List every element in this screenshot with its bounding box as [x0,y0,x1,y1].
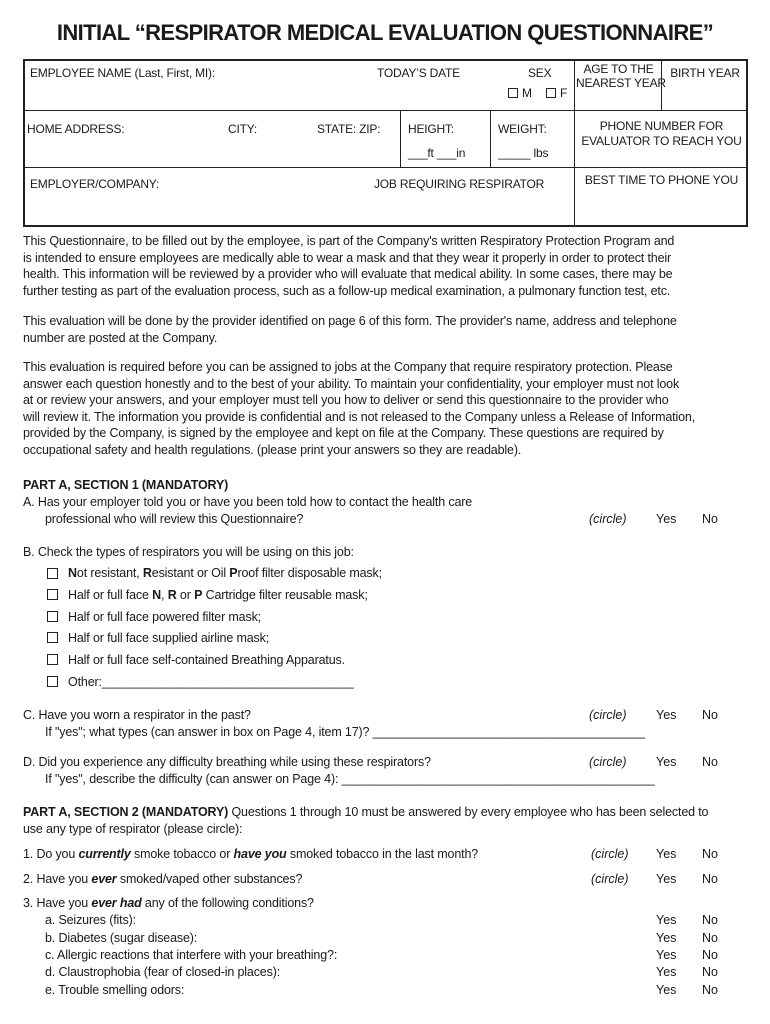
respirator-option-checkbox[interactable] [47,654,58,665]
circle-hint: (circle) [589,708,627,722]
no-option[interactable]: No [702,931,718,945]
respirator-option-checkbox[interactable] [47,568,58,579]
respirator-option-checkbox[interactable] [47,611,58,622]
no-option[interactable]: No [702,708,718,722]
text-line: This Questionnaire, to be filled out by the employee, is part of the Company's written Respiratory Protection Program and [23,234,675,248]
confidentiality-paragraph [23,359,747,459]
yes-option[interactable]: Yes [656,512,677,526]
condition-claustrophobia: d. Claustrophobia (fear of closed-in places): [45,965,281,979]
respirator-option-cartridge [68,588,368,602]
question-2 [23,872,302,886]
no-option[interactable]: No [702,755,718,769]
phone-label-line1: PHONE NUMBER FOR [599,119,724,133]
yes-option[interactable]: Yes [656,913,677,927]
text-run: ever had [91,896,142,910]
question-d-line2[interactable]: If "yes", describe the difficulty (can answer on Page 4): ______________________________________________ [45,772,655,786]
condition-allergic: c. Allergic reactions that interfere with your breathing?: [45,948,338,962]
text-run: esistant or Oil [151,566,230,580]
respirator-option-checkbox[interactable] [47,676,58,687]
height-field[interactable]: ___ft ___in [408,146,466,160]
city-field[interactable]: CITY: [228,122,258,136]
question-d-line1: D. Did you experience any difficulty breathing while using these respirators? [23,755,431,769]
text-line: at or review your answers, and your employer must tell you how to deliver or send this questionnaire to the provider who [23,393,669,408]
question-b: B. Check the types of respirators you will be using on this job: [23,545,354,559]
page-title: INITIAL “RESPIRATOR MEDICAL EVALUATION QUESTIONNAIRE” [56,20,714,45]
text-run: roof filter disposable mask; [237,566,382,580]
sex-f-option[interactable] [546,86,567,100]
yes-option[interactable]: Yes [656,872,677,886]
text-run: 2. Have you [23,872,92,886]
no-option[interactable]: No [702,872,718,886]
form-divider [23,167,574,168]
sex-f-label: F [560,86,568,100]
text-run: R [142,566,152,580]
sex-m-label: M [522,86,532,100]
form-border-left [23,59,25,227]
form-divider [574,167,748,168]
height-label: HEIGHT: [408,122,454,136]
provider-paragraph [23,313,747,346]
text-run: P [229,566,238,580]
yes-option[interactable]: Yes [656,755,677,769]
section2-heading [23,805,708,819]
respirator-option-checkbox[interactable] [47,632,58,643]
home-address-field[interactable]: HOME ADDRESS: [27,122,125,136]
text-run: 1. Do you [23,847,79,861]
text-run: N [68,566,77,580]
todays-date-field[interactable]: TODAY’S DATE [377,66,460,80]
text-run: R [167,588,177,602]
yes-option[interactable]: Yes [656,965,677,979]
sex-label: SEX [528,66,552,80]
yes-option[interactable]: Yes [656,847,677,861]
no-option[interactable]: No [702,948,718,962]
text-run: ever [91,872,117,886]
phone-label-line2: EVALUATOR TO REACH YOU [581,134,742,148]
text-run: have you [233,847,287,861]
text-run: 3. Have you [23,896,92,910]
age-field[interactable] [576,62,666,90]
form-divider [490,110,491,167]
circle-hint: (circle) [589,512,627,526]
text-line: This evaluation is required before you can be assigned to jobs at the Company that require respiratory protection. Please [23,360,673,374]
respirator-option-powered: Half or full face powered filter mask; [68,610,261,624]
question-3 [23,896,314,910]
respirator-option-airline: Half or full face supplied airline mask; [68,631,270,645]
text-run: any of the following conditions? [141,896,314,910]
text-run: P [194,588,203,602]
employee-name-field[interactable]: EMPLOYEE NAME (Last, First, MI): [30,66,215,80]
employer-field[interactable]: EMPLOYER/COMPANY: [30,177,160,191]
checkbox-icon[interactable] [508,88,518,98]
phone-field[interactable] [576,119,747,149]
state-zip-field[interactable]: STATE: ZIP: [317,122,381,136]
age-label-line2: NEAREST YEAR [576,76,666,90]
text-run: , [161,588,168,602]
section1-heading: PART A, SECTION 1 (MANDATORY) [23,478,229,492]
question-a-line1: A. Has your employer told you or have you been told how to contact the health care [23,495,473,509]
text-line: occupational safety and health regulations. (please print your answers so they are readable). [23,442,522,457]
circle-hint: (circle) [589,755,627,769]
text-line: This evaluation will be done by the provider identified on page 6 of this form. The provider's name, address and telephone [23,314,677,328]
text-run: Cartridge filter reusable mask; [202,588,368,602]
form-divider [574,59,575,227]
no-option[interactable]: No [702,512,718,526]
text-run: currently [78,847,131,861]
text-line: health. This information will be reviewed by a provider who will evaluate that medical ability. In some cases, there may be [23,267,673,282]
form-divider [400,110,401,167]
text-run: or [176,588,195,602]
text-line: answer each question honestly and to the best of your ability. To maintain your confidentiality, your employer must not look [23,376,680,391]
respirator-option-disposable [68,566,382,580]
question-c-line2[interactable]: If "yes"; what types (can answer in box on Page 4, item 17)? ________________________________________ [45,725,645,739]
text-line: number are posted at the Company. [23,330,218,345]
no-option[interactable]: No [702,913,718,927]
birth-year-field[interactable]: BIRTH YEAR [670,66,740,80]
text-run: smoked/vaped other substances? [116,872,303,886]
weight-label: WEIGHT: [498,122,547,136]
question-a-line2: professional who will review this Questionnaire? [45,512,304,526]
yes-option[interactable]: Yes [656,983,677,997]
form-divider [574,110,748,111]
no-option[interactable]: No [702,847,718,861]
condition-smelling: e. Trouble smelling odors: [45,983,185,997]
form-border-bottom [23,225,748,227]
employee-info-form [23,59,748,227]
text-line: is intended to ensure employees are medically able to wear a mask and that they wear it properly in order to protect their [23,250,672,265]
intro-paragraph [23,233,747,299]
condition-seizures: a. Seizures (fits): [45,913,136,927]
text-run: smoke tobacco or [130,847,234,861]
section2-heading-line2: use any type of respirator (please circle): [23,822,243,836]
respirator-option-scba: Half or full face self-contained Breathing Apparatus. [68,653,345,667]
job-field[interactable]: JOB REQUIRING RESPIRATOR [374,177,545,191]
respirator-option-other[interactable]: Other:_____________________________________ [68,675,354,689]
circle-hint: (circle) [591,847,629,861]
no-option[interactable]: No [702,965,718,979]
text-run: smoked tobacco in the last month? [286,847,479,861]
text-run: N [152,588,162,602]
text-line: provided by the Company, is signed by the employee and kept on file at the Company. These questions are required by [23,426,664,441]
yes-option[interactable]: Yes [656,948,677,962]
question-1 [23,847,478,861]
text-line: further testing as part of the evaluation process, such as a follow-up medical examination, a pulmonary function test, etc. [23,283,671,298]
weight-field[interactable]: _____ lbs [498,146,549,160]
age-label-line1: AGE TO THE [583,62,654,76]
question-c-line1: C. Have you worn a respirator in the past? [23,708,251,722]
text-line: will review it. The information you provide is confidential and is not released to the Company unless a Release of Information, [23,409,696,424]
no-option[interactable]: No [702,983,718,997]
respirator-option-checkbox[interactable] [47,589,58,600]
checkbox-icon[interactable] [546,88,556,98]
yes-option[interactable]: Yes [656,708,677,722]
condition-diabetes: b. Diabetes (sugar disease): [45,931,198,945]
form-border-top [23,59,748,61]
section2-intro: Questions 1 through 10 must be answered by every employee who has been selected to [228,805,709,819]
sex-m-option[interactable] [508,86,532,100]
best-time-field[interactable]: BEST TIME TO PHONE YOU [584,173,739,187]
circle-hint: (circle) [591,872,629,886]
yes-option[interactable]: Yes [656,931,677,945]
text-run: ot resistant, [76,566,143,580]
section2-title: PART A, SECTION 2 (MANDATORY) [23,805,229,819]
form-divider [23,110,574,111]
text-run: Half or full face [68,588,153,602]
